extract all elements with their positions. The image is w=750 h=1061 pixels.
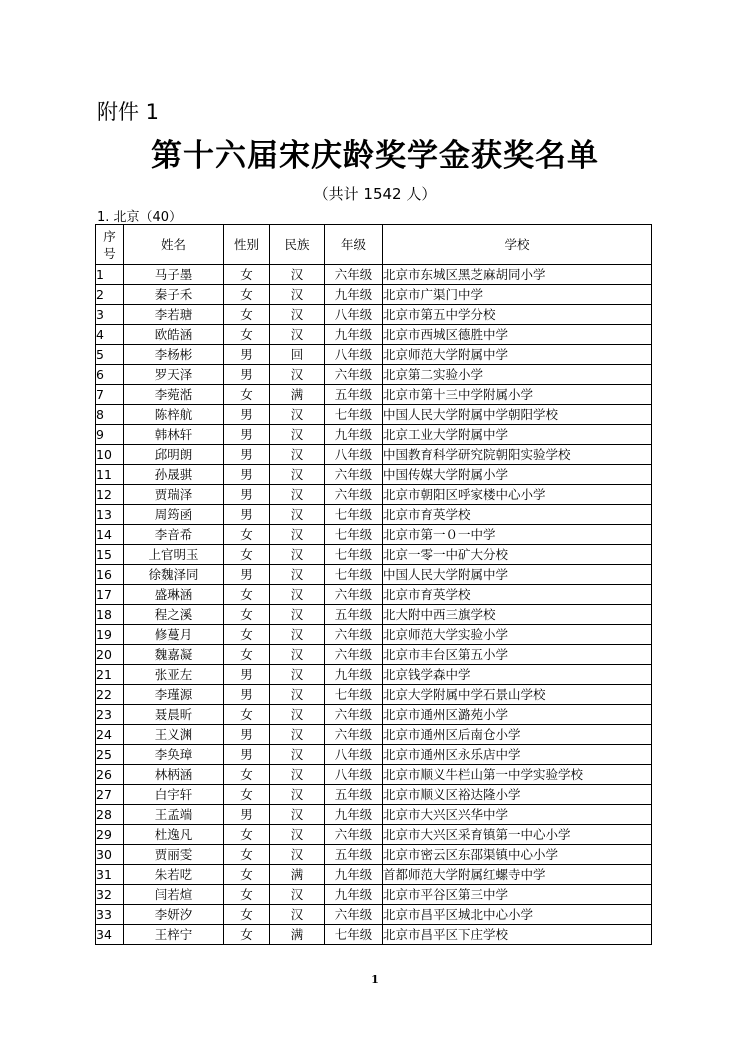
cell-grade: 五年级 [325,605,383,625]
cell-name: 王义渊 [124,725,224,745]
cell-grade: 六年级 [325,625,383,645]
cell-grade: 七年级 [325,545,383,565]
cell-school: 中国人民大学附属中学朝阳学校 [383,405,652,425]
cell-name: 李妍汐 [124,905,224,925]
table-row [96,845,652,865]
cell-grade: 五年级 [325,385,383,405]
cell-index: 29 [96,825,124,845]
cell-grade: 九年级 [325,285,383,305]
cell-name: 聂晨昕 [124,705,224,725]
cell-name: 王孟端 [124,805,224,825]
cell-name: 李若瑭 [124,305,224,325]
cell-school: 北京市密云区东邵渠镇中心小学 [383,845,652,865]
cell-ethnicity: 汉 [270,885,325,905]
cell-ethnicity: 汉 [270,765,325,785]
cell-school: 中国传媒大学附属小学 [383,465,652,485]
cell-ethnicity: 汉 [270,545,325,565]
table-header-row [96,225,652,265]
cell-name: 李菀湉 [124,385,224,405]
cell-grade: 六年级 [325,265,383,285]
cell-name: 魏嘉凝 [124,645,224,665]
cell-ethnicity: 汉 [270,825,325,845]
cell-index: 17 [96,585,124,605]
cell-grade: 六年级 [325,465,383,485]
cell-name: 程之溪 [124,605,224,625]
table-row [96,645,652,665]
cell-ethnicity: 汉 [270,685,325,705]
cell-name: 罗天泽 [124,365,224,385]
table-row [96,925,652,945]
cell-gender: 男 [224,465,270,485]
cell-grade: 七年级 [325,685,383,705]
cell-grade: 九年级 [325,425,383,445]
cell-gender: 女 [224,645,270,665]
table-row [96,785,652,805]
table-row [96,425,652,445]
cell-index: 31 [96,865,124,885]
cell-gender: 女 [224,905,270,925]
page-number: 1 [371,973,379,986]
table-row [96,525,652,545]
table-row [96,725,652,745]
cell-school: 中国教育科学研究院朝阳实验学校 [383,445,652,465]
cell-school: 北京市广渠门中学 [383,285,652,305]
cell-index: 6 [96,365,124,385]
cell-index: 24 [96,725,124,745]
table-row [96,565,652,585]
table-row [96,825,652,845]
cell-name: 周筠函 [124,505,224,525]
cell-ethnicity: 汉 [270,665,325,685]
cell-school: 北京一零一中矿大分校 [383,545,652,565]
cell-gender: 女 [224,765,270,785]
cell-school: 北京市大兴区采育镇第一中心小学 [383,825,652,845]
cell-name: 朱若呓 [124,865,224,885]
cell-school: 北京市顺义牛栏山第一中学实验学校 [383,765,652,785]
cell-gender: 女 [224,545,270,565]
table-row [96,285,652,305]
cell-ethnicity: 汉 [270,625,325,645]
table-row [96,745,652,765]
cell-ethnicity: 汉 [270,805,325,825]
cell-gender: 女 [224,705,270,725]
cell-grade: 七年级 [325,925,383,945]
cell-index: 14 [96,525,124,545]
cell-index: 28 [96,805,124,825]
cell-grade: 七年级 [325,405,383,425]
cell-name: 马子墨 [124,265,224,285]
cell-gender: 女 [224,865,270,885]
cell-ethnicity: 汉 [270,405,325,425]
cell-index: 15 [96,545,124,565]
cell-name: 李奂璋 [124,745,224,765]
cell-gender: 男 [224,725,270,745]
cell-grade: 八年级 [325,345,383,365]
cell-index: 12 [96,485,124,505]
cell-ethnicity: 汉 [270,905,325,925]
cell-name: 秦子禾 [124,285,224,305]
cell-gender: 女 [224,785,270,805]
cell-index: 3 [96,305,124,325]
cell-school: 北京市通州区潞苑小学 [383,705,652,725]
table-row [96,365,652,385]
cell-grade: 八年级 [325,445,383,465]
cell-name: 闫若煊 [124,885,224,905]
document-subtitle: （共计 1542 人） [313,185,437,203]
table-row [96,265,652,285]
cell-ethnicity: 汉 [270,585,325,605]
cell-index: 19 [96,625,124,645]
table-row [96,545,652,565]
cell-index: 20 [96,645,124,665]
cell-name: 李杨彬 [124,345,224,365]
cell-school: 北京市东城区黑芝麻胡同小学 [383,265,652,285]
cell-name: 林柄涵 [124,765,224,785]
cell-gender: 男 [224,405,270,425]
table-row [96,405,652,425]
cell-school: 北京市通州区后南仓小学 [383,725,652,745]
winners-table [95,224,652,945]
cell-grade: 六年级 [325,365,383,385]
header-ethnicity: 民族 [270,225,325,265]
cell-ethnicity: 汉 [270,785,325,805]
cell-school: 北京市通州区永乐店中学 [383,745,652,765]
cell-gender: 女 [224,525,270,545]
cell-name: 盛琳涵 [124,585,224,605]
cell-ethnicity: 汉 [270,365,325,385]
table-row [96,765,652,785]
cell-ethnicity: 汉 [270,605,325,625]
cell-gender: 女 [224,305,270,325]
cell-ethnicity: 汉 [270,425,325,445]
table-row [96,665,652,685]
cell-school: 北京大学附属中学石景山学校 [383,685,652,705]
table-row [96,385,652,405]
cell-index: 23 [96,705,124,725]
cell-gender: 女 [224,385,270,405]
table-row [96,445,652,465]
cell-ethnicity: 满 [270,385,325,405]
table-row [96,465,652,485]
cell-school: 北京市育英学校 [383,505,652,525]
cell-name: 王梓宁 [124,925,224,945]
cell-name: 徐魏泽同 [124,565,224,585]
cell-ethnicity: 汉 [270,845,325,865]
cell-index: 11 [96,465,124,485]
cell-index: 27 [96,785,124,805]
cell-school: 北京市西城区德胜中学 [383,325,652,345]
cell-grade: 七年级 [325,525,383,545]
cell-index: 18 [96,605,124,625]
cell-index: 7 [96,385,124,405]
cell-gender: 男 [224,565,270,585]
cell-grade: 六年级 [325,645,383,665]
table-row [96,625,652,645]
cell-grade: 七年级 [325,505,383,525]
cell-index: 26 [96,765,124,785]
cell-gender: 女 [224,885,270,905]
cell-grade: 六年级 [325,705,383,725]
cell-index: 8 [96,405,124,425]
cell-grade: 八年级 [325,745,383,765]
cell-gender: 男 [224,805,270,825]
cell-school: 北京市第五中学分校 [383,305,652,325]
cell-school: 北京钱学森中学 [383,665,652,685]
cell-ethnicity: 汉 [270,465,325,485]
region-label: 1. 北京（40） [97,210,183,225]
cell-gender: 女 [224,285,270,305]
header-name: 姓名 [124,225,224,265]
cell-school: 北京市昌平区下庄学校 [383,925,652,945]
cell-name: 孙晟骐 [124,465,224,485]
cell-gender: 男 [224,445,270,465]
table-row [96,485,652,505]
cell-index: 22 [96,685,124,705]
cell-name: 修蔓月 [124,625,224,645]
cell-grade: 八年级 [325,765,383,785]
table-body [96,265,652,945]
cell-grade: 九年级 [325,665,383,685]
cell-school: 北京师范大学附属中学 [383,345,652,365]
cell-ethnicity: 汉 [270,745,325,765]
cell-grade: 六年级 [325,905,383,925]
cell-ethnicity: 汉 [270,725,325,745]
cell-index: 30 [96,845,124,865]
cell-index: 34 [96,925,124,945]
cell-ethnicity: 汉 [270,305,325,325]
cell-school: 北京市顺义区裕达隆小学 [383,785,652,805]
cell-grade: 六年级 [325,585,383,605]
cell-school: 中国人民大学附属中学 [383,565,652,585]
cell-ethnicity: 汉 [270,265,325,285]
cell-name: 白宇轩 [124,785,224,805]
cell-school: 北京师范大学实验小学 [383,625,652,645]
cell-name: 杜逸凡 [124,825,224,845]
cell-school: 北京市大兴区兴华中学 [383,805,652,825]
cell-index: 4 [96,325,124,345]
cell-ethnicity: 汉 [270,705,325,725]
cell-gender: 男 [224,345,270,365]
cell-grade: 八年级 [325,305,383,325]
cell-grade: 六年级 [325,825,383,845]
cell-index: 16 [96,565,124,585]
cell-name: 李音希 [124,525,224,545]
cell-name: 邱明朗 [124,445,224,465]
table-row [96,905,652,925]
cell-gender: 男 [224,745,270,765]
header-gender: 性别 [224,225,270,265]
cell-school: 北京市朝阳区呼家楼中心小学 [383,485,652,505]
table-row [96,805,652,825]
table-row [96,705,652,725]
cell-school: 北大附中西三旗学校 [383,605,652,625]
cell-index: 21 [96,665,124,685]
cell-name: 张亚左 [124,665,224,685]
cell-gender: 女 [224,325,270,345]
cell-school: 首都师范大学附属红螺寺中学 [383,865,652,885]
header-grade: 年级 [325,225,383,265]
cell-grade: 五年级 [325,845,383,865]
cell-school: 北京第二实验小学 [383,365,652,385]
cell-school: 北京市平谷区第三中学 [383,885,652,905]
cell-ethnicity: 汉 [270,485,325,505]
cell-school: 北京市育英学校 [383,585,652,605]
cell-gender: 男 [224,365,270,385]
table-row [96,865,652,885]
attachment-label: 附件 1 [97,100,160,124]
cell-school: 北京市第一０一中学 [383,525,652,545]
cell-ethnicity: 汉 [270,525,325,545]
cell-grade: 九年级 [325,865,383,885]
cell-school: 北京市昌平区城北中心小学 [383,905,652,925]
cell-index: 32 [96,885,124,905]
cell-grade: 六年级 [325,725,383,745]
cell-index: 10 [96,445,124,465]
table-row [96,325,652,345]
header-index: 序号 [96,225,124,265]
cell-gender: 男 [224,425,270,445]
cell-grade: 九年级 [325,885,383,905]
cell-index: 9 [96,425,124,445]
table-row [96,345,652,365]
cell-gender: 男 [224,485,270,505]
cell-grade: 九年级 [325,325,383,345]
header-school: 学校 [383,225,652,265]
cell-gender: 男 [224,665,270,685]
cell-gender: 女 [224,925,270,945]
cell-index: 13 [96,505,124,525]
cell-index: 25 [96,745,124,765]
cell-ethnicity: 汉 [270,645,325,665]
cell-ethnicity: 汉 [270,505,325,525]
table-row [96,685,652,705]
cell-gender: 女 [224,585,270,605]
cell-ethnicity: 回 [270,345,325,365]
cell-name: 贾瑞泽 [124,485,224,505]
cell-index: 1 [96,265,124,285]
table-row [96,605,652,625]
table-row [96,585,652,605]
cell-gender: 女 [224,265,270,285]
cell-grade: 六年级 [325,485,383,505]
cell-grade: 九年级 [325,805,383,825]
cell-gender: 女 [224,845,270,865]
cell-gender: 男 [224,505,270,525]
cell-name: 欧皓涵 [124,325,224,345]
table-row [96,505,652,525]
cell-name: 李瑾源 [124,685,224,705]
cell-index: 2 [96,285,124,305]
cell-gender: 男 [224,685,270,705]
cell-gender: 女 [224,825,270,845]
cell-name: 上官明玉 [124,545,224,565]
cell-name: 陈梓航 [124,405,224,425]
cell-ethnicity: 满 [270,925,325,945]
cell-ethnicity: 汉 [270,445,325,465]
cell-school: 北京市第十三中学附属小学 [383,385,652,405]
cell-ethnicity: 汉 [270,325,325,345]
cell-gender: 女 [224,625,270,645]
cell-grade: 五年级 [325,785,383,805]
cell-index: 5 [96,345,124,365]
cell-index: 33 [96,905,124,925]
table-row [96,305,652,325]
table-row [96,885,652,905]
document-title: 第十六届宋庆龄奖学金获奖名单 [151,138,599,174]
cell-grade: 七年级 [325,565,383,585]
cell-name: 贾丽雯 [124,845,224,865]
cell-ethnicity: 满 [270,865,325,885]
cell-school: 北京工业大学附属中学 [383,425,652,445]
cell-gender: 女 [224,605,270,625]
cell-ethnicity: 汉 [270,565,325,585]
cell-name: 韩林轩 [124,425,224,445]
cell-school: 北京市丰台区第五小学 [383,645,652,665]
cell-ethnicity: 汉 [270,285,325,305]
